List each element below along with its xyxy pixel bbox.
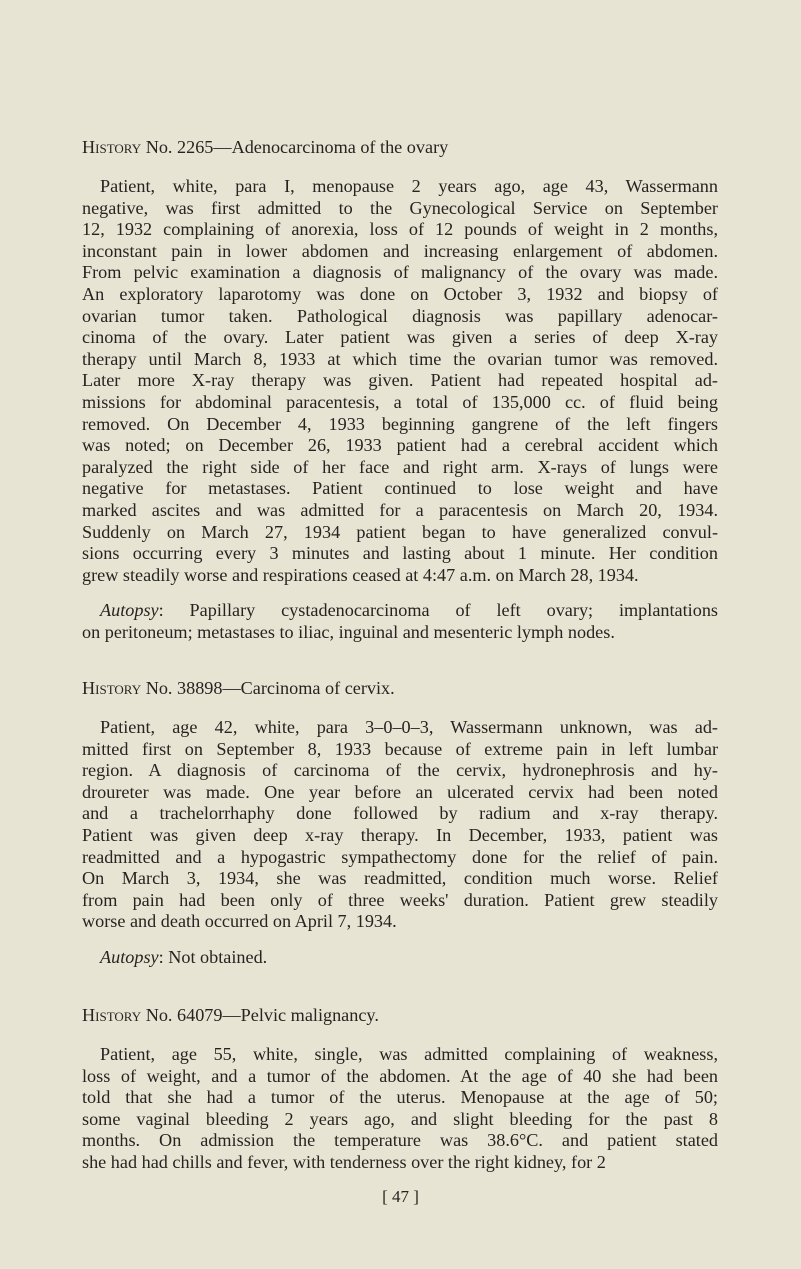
heading-label: History [82,1005,142,1025]
text-line: inconstant pain in lower abdomen and increasing enlargement of abdomen. [82,240,718,261]
heading-label: History [82,678,142,698]
text-line: region. A diagnosis of carcinoma of the cervix, hydronephrosis and hy- [82,760,718,781]
autopsy-paragraph [82,600,718,643]
text-line [82,947,718,969]
history-2265 [82,137,718,644]
paragraph [82,176,718,586]
text-line [82,622,718,644]
history-64079 [82,1005,718,1174]
autopsy-text: : Not obtained. [158,947,268,968]
text-line: Suddenly on March 27, 1934 patient began to have generalized convul- [82,521,718,542]
text-line: told that she had a tumor of the uterus. Menopause at the age of 50; [82,1087,718,1108]
text-line: An exploratory laparotomy was done on October 3, 1932 and biopsy of [82,284,718,305]
paragraph [82,717,718,933]
text-line: 12, 1932 complaining of anorexia, loss of 12 pounds of weight in 2 months, [82,219,718,240]
text-line: she had had chills and fever, with tenderness over the right kidney, for 2 [82,1152,606,1173]
text-line: marked ascites and was admitted for a paracentesis on March 20, 1934. [82,500,718,520]
autopsy-text: : Papillary cystadenocarcinoma of left ovary; implantations [158,600,718,621]
text-line: missions for abdominal paracentesis, a total of 135,000 cc. of fluid being [82,392,718,413]
text-line: worse and death occurred on April 7, 1934. [82,911,397,932]
text-line [82,600,718,622]
autopsy-text: on peritoneum; metastases to iliac, inguinal and mesenteric lymph nodes. [82,621,615,642]
text-line: removed. On December 4, 1933 beginning gangrene of the left fingers [82,413,718,434]
text-line: Patient was given deep x-ray therapy. In December, 1933, patient was [82,825,718,846]
text-line: Patient, white, para I, menopause 2 years ago, age 43, Wassermann [100,176,718,197]
heading-title: No. 64079—Pelvic malignancy. [141,1005,379,1025]
section-heading [82,678,718,700]
text-line: On March 3, 1934, she was readmitted, condition much worse. Relief [82,868,718,889]
text-line: mitted first on September 8, 1933 because of extreme pain in left lumbar [82,738,718,759]
text-line: from pain had been only of three weeks' duration. Patient grew steadily [82,889,718,910]
text-line: loss of weight, and a tumor of the abdomen. At the age of 40 she had been [82,1065,718,1086]
text-line: From pelvic examination a diagnosis of malignancy of the ovary was made. [82,262,718,283]
text-line: negative for metastases. Patient continued to lose weight and have [82,478,718,499]
autopsy-paragraph [82,947,718,969]
text-line: readmitted and a hypogastric sympathectomy done for the relief of pain. [82,846,718,867]
heading-label: History [82,137,142,157]
text-line: sions occurring every 3 minutes and lasting about 1 minute. Her condition [82,543,718,564]
text-line: droureter was made. One year before an ulcerated cervix had been noted [82,781,718,802]
text-line: ovarian tumor taken. Pathological diagnosis was papillary adenocar- [82,305,718,326]
autopsy-label: Autopsy [100,600,159,621]
text-line: cinoma of the ovary. Later patient was given a series of deep X-ray [82,327,718,348]
text-line: paralyzed the right side of her face and right arm. X-rays of lungs were [82,456,718,477]
text-line: negative, was first admitted to the Gynecological Service on September [82,197,718,218]
text-line: some vaginal bleeding 2 years ago, and slight bleeding for the past 8 [82,1108,718,1129]
text-line: and a trachelorrhaphy done followed by radium and x-ray therapy. [82,803,718,824]
history-38898 [82,678,718,969]
text-line: Patient, age 55, white, single, was admitted complaining of weakness, [100,1044,718,1065]
paragraph [82,1044,718,1174]
section-heading [82,1005,718,1027]
text-line: grew steadily worse and respirations ceased at 4:47 a.m. on March 28, 1934. [82,564,639,585]
section-heading [82,137,718,159]
text-line: Patient, age 42, white, para 3–0–0–3, Wassermann unknown, was ad- [100,717,718,738]
autopsy-label: Autopsy [100,947,159,968]
text-line: Later more X-ray therapy was given. Patient had repeated hospital ad- [82,370,718,391]
text-line: therapy until March 8, 1933 at which time the ovarian tumor was removed. [82,348,718,369]
heading-title: No. 38898—Carcinoma of cervix. [141,678,395,698]
heading-title: No. 2265—Adenocarcinoma of the ovary [141,137,449,157]
text-line: was noted; on December 26, 1933 patient had a cerebral accident which [82,435,718,456]
page-number: [ 47 ] [382,1187,419,1206]
text-line: months. On admission the temperature was 38.6°C. and patient stated [82,1130,718,1151]
